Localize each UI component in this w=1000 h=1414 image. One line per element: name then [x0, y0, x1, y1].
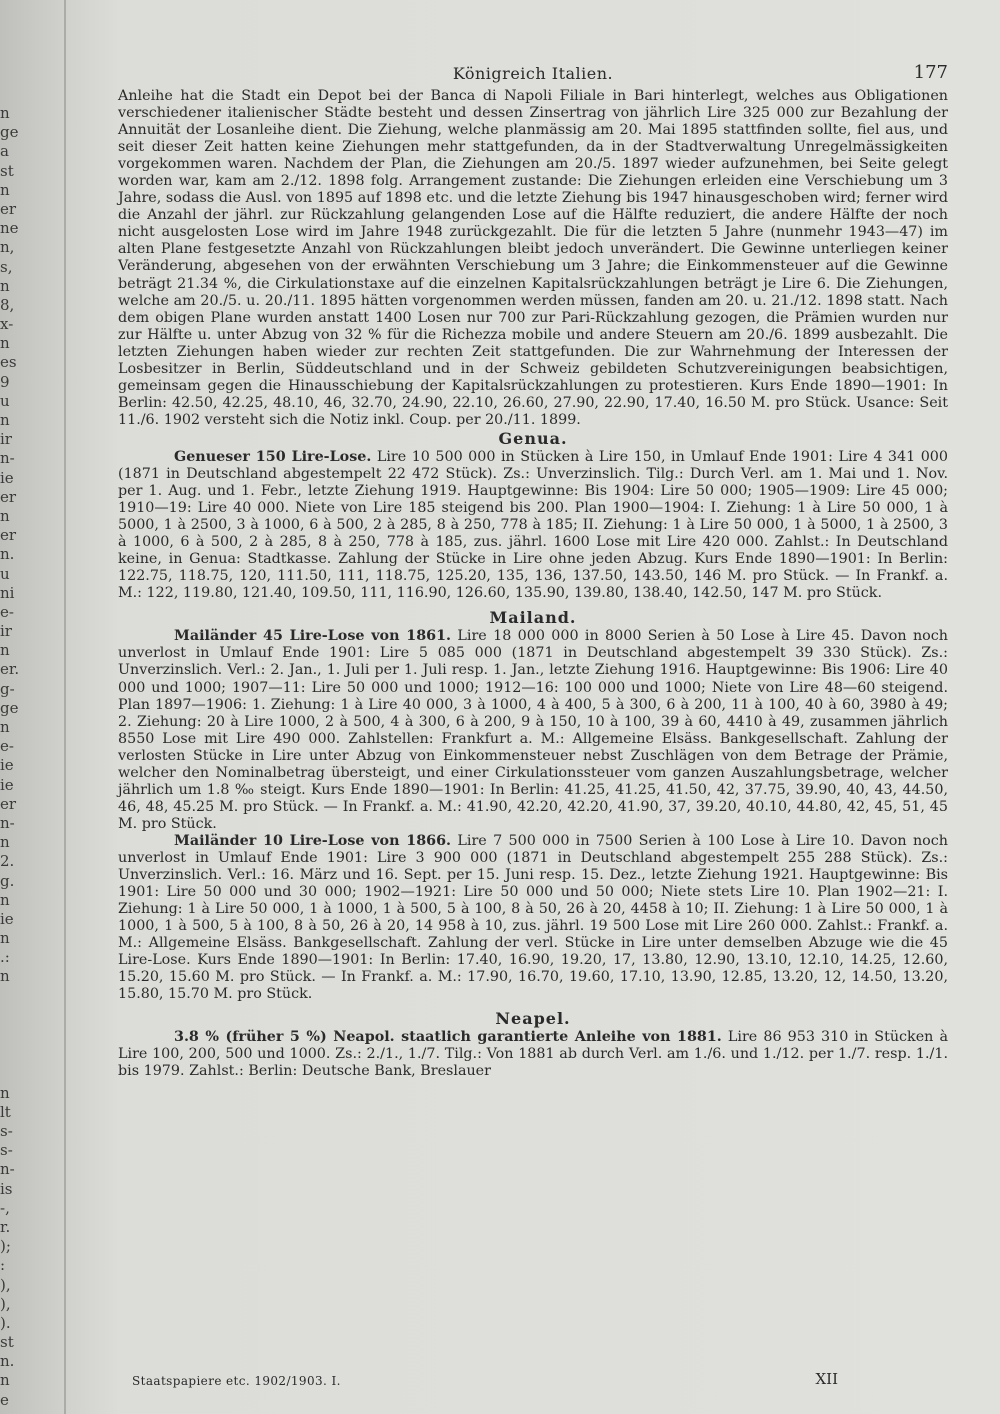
section-heading-genua: Genua. [498, 428, 568, 448]
margin-fragment: x- [0, 315, 14, 334]
margin-fragment: st [0, 161, 14, 180]
running-head [118, 58, 948, 88]
margin-fragment: ie [0, 909, 14, 928]
margin-fragment: s, [0, 257, 13, 276]
entry-title: Mailänder 10 Lire-Lose von 1866. [174, 832, 452, 849]
margin-fragment: n [0, 641, 10, 660]
margin-fragment: n [0, 890, 10, 909]
margin-fragment: es [0, 353, 17, 372]
section-heading-mailand: Mailand. [489, 608, 577, 628]
page-content [118, 58, 948, 1081]
margin-fragment: e- [0, 602, 14, 621]
margin-fragment: er [0, 199, 17, 218]
binding-gutter [64, 0, 66, 1414]
margin-fragment: n [0, 967, 10, 986]
margin-fragment: n [0, 506, 10, 525]
entry-text: Lire 10 500 000 in Stücken à Lire 150, in Umlauf Ende 1901: Lire 4 341 000 (1871 in Deutschland abgestempelt 22 472 Stück). Zs.: Unverzinslich. Tilg.: Durch Verl. am 1. Mai und 1. Nov. per 1. Aug. und 1. Febr., letzte Ziehung 1919. Hauptgewinne: Bis 1904: Lire 50 000; 1905—1909: Lire 45 000; 1910—19: Lire 40 000. Niete von Lire 185 steigend bis 200. Plan 1900—1904: I. Ziehung: 1 à Lire 50 000, 1 à 5000, 1 à 2500, 3 à 1000, 6 à 500, 2 à 285, 8 à 250, 778 à 185; II. Ziehung: 1 à Lire 50 000, 1 à 5000, 1 à 2500, 3 à 1000, 6 à 500, 2 à 285, 8 à 250, 778 à 185, zus. jährl. 1600 Lose mit Lire 420 000. Zahlst.: In Deutschland keine, in Genua: Stadtkasse. Zahlung der Stücke in Lire ohne jeden Abzug. Kurs Ende 1890—1901: In Berlin: 122.75, 118.75, 120, 111.50, 111, 118.75, 125.20, 135, 136, 137.50, 143.50, 146 M. pro Stück. — In Frankf. a. M.: 122, 119.80, 121.40, 109.50, 111, 116.90, 126.60, 135.90, 139.80, 138.40, 142.50, 147 M. pro Stück. [118, 448, 948, 602]
margin-fragment: 8, [0, 295, 15, 314]
margin-fragment: e- [0, 737, 14, 756]
entry-text: Lire 18 000 000 in 8000 Serien à 50 Lose à Lire 45. Davon noch unverlost in Umlauf Ende 1901: Lire 5 085 000 (1871 in Deutschland abgestempelt 39 330 Stück). Zs.: Unverzinslich. Verl.: 2. Jan., 1. Juli per 1. Juli resp. 1. Jan., letzte Ziehung 1916. Hauptgewinne: Bis 1906: Lire 40 000 und 1000; 1907—11: Lire 50 000 und 1000; 1912—16: 100 000 und 1000; Niete von Lire 48—60 steigend. Plan 1897—1906: 1. Ziehung: 1 à Lire 40 000, 3 à 1000, 4 à 400, 5 à 300, 6 à 200, 11 à 100, 40 à 60, 3980 à 49; 2. Ziehung: 20 à Lire 1000, 2 à 500, 4 à 300, 6 à 200, 9 à 150, 10 à 100, 39 à 60, 4410 à 49, zusammen jährlich 8550 Lose mit Lire 490 000. Zahlstellen: Frankfurt a. M.: Allgemeine Elsäss. Bankgesellschaft. Zahlung der verlosten Stücke in Lire unter Abzug von Einkommensteuer nebst Zuschlägen von dem Betrage der Prämie, welcher den Nominalbetrag übersteigt, und einer Cirkulationssteuer vom ganzen Auszahlungsbetrage, welcher jährlich um 1.8 ‰ steigt. Kurs Ende 1890—1901: In Berlin: 41.25, 41.25, 41.50, 42, 37.75, 39.90, 40, 43, 44.50, 46, 48, 45.25 M. pro Stück. — In Frankf. a. M.: 41.90, 42.20, 42.20, 41.90, 37, 39.20, 40.10, 44.80, 42, 45, 51, 45 M. pro Stück. [118, 628, 949, 832]
margin-fragment: n [0, 334, 10, 353]
margin-fragment: r. [0, 1217, 11, 1236]
page-footer [118, 1370, 948, 1390]
margin-fragment: s- [0, 1122, 13, 1140]
margin-fragment: -, [0, 1198, 10, 1217]
margin-fragment: n, [0, 238, 15, 257]
margin-fragment: a [0, 142, 9, 161]
margin-fragment: is [0, 1179, 13, 1198]
entry-title: Genueser 150 Lire-Lose. [174, 448, 372, 465]
margin-fragment: n. [0, 1352, 15, 1371]
margin-fragment: ir [0, 430, 12, 449]
page-number: 177 [913, 62, 948, 83]
margin-fragment: n [0, 411, 10, 429]
margin-fragment: er [0, 794, 17, 813]
margin-fragment: ie [0, 756, 14, 775]
entry-mailaender-45 [118, 628, 948, 833]
margin-fragment: ir [0, 622, 12, 641]
facing-page-fragments [0, 104, 28, 1410]
margin-fragment: ); [0, 1237, 11, 1256]
margin-fragment: e [0, 1390, 9, 1409]
margin-fragment: n. [0, 545, 15, 564]
entry-title: Mailänder 45 Lire-Lose von 1861. [174, 628, 452, 645]
entry-text: Lire 86 953 310 in Stücken à Lire 100, 200, 500 und 1000. Zs.: 2./1., 1./7. Tilg.: Von 1881 ab durch Verl. am 1./6. und 1./12. per 1./7. resp. 1./1. bis 1979. Zahlst.: Berlin: Deutsche Bank, Breslauer [118, 1029, 948, 1080]
entry-title: 3.8 % (früher 5 %) Neapol. staatlich garantierte Anleihe von 1881. [174, 1029, 722, 1046]
margin-fragment: 9 [0, 372, 10, 391]
margin-fragment: ). [0, 1313, 11, 1332]
margin-fragment: er [0, 487, 17, 506]
margin-fragment: n [0, 180, 10, 199]
margin-fragment: n [0, 1083, 10, 1102]
body-text [118, 88, 948, 1081]
margin-fragment: ge [0, 123, 19, 142]
running-title: Königreich Italien. [452, 64, 614, 83]
margin-fragment: : [0, 1256, 6, 1275]
footer-sheet-mark: XII [815, 1370, 838, 1388]
margin-fragment: ne [0, 219, 19, 238]
margin-fragment: g. [0, 871, 15, 890]
margin-fragment: n- [0, 813, 15, 832]
footer-signature: Staatspapiere etc. 1902/1903. I. [132, 1374, 341, 1388]
margin-fragment: u [0, 564, 10, 583]
margin-fragment: n [0, 929, 10, 948]
margin-fragment: s- [0, 1141, 13, 1160]
margin-fragment: 2. [0, 852, 15, 871]
margin-fragment: ), [0, 1275, 11, 1294]
margin-fragment: .: [0, 948, 10, 967]
entry-text: Lire 7 500 000 in 7500 Serien à 100 Lose à Lire 10. Davon noch unverlost in Umlauf Ende 1901: Lire 3 900 000 (1871 in Deutschland abgestempelt 255 288 Stück). Zs.: Unverzinslich. Verl.: 16. März und 16. Sept. per 15. Juni resp. 15. Dez., letzte Ziehung 1921. Hauptgewinne: Bis 1901: Lire 50 000 und 30 000; 1902—1921: Lire 50 000 und 50 000; Niete stets Lire 10. Plan 1902—21: I. Ziehung: 1 à Lire 50 000, 1 à 1000, 1 à 500, 5 à 100, 8 à 50, 26 à 20, 4458 à 10; II. Ziehung: 1 à Lire 50 000, 1 à 1000, 1 à 500, 5 à 100, 8 à 50, 26 à 20, 14 958 à 10, zus. jährl. 19 500 Lose mit Lire 260 000. Zahlst.: Frankf. a. M.: Allgemeine Elsäss. Bankgesellschaft. Zahlung der verl. Stücke in Lire unter demselben Abzuge wie die 45 Lire-Lose. Kurs Ende 1890—1901: In Berlin: 17.40, 16.90, 19.20, 17, 13.80, 12.90, 13.10, 12.10, 14.25, 12.60, 15.20, 15.60 M. pro Stück. — In Frankf. a. M.: 17.90, 16.70, 19.60, 17.10, 13.90, 12.85, 13.20, 12, 14.50, 13.20, 15.80, 15.70 M. pro Stück. [118, 832, 949, 1003]
margin-gap [0, 987, 28, 1084]
margin-fragment: n [0, 833, 10, 852]
margin-fragment: er. [0, 660, 20, 679]
margin-fragment: lt [0, 1102, 11, 1121]
intro-paragraph: Anleihe hat die Stadt ein Depot bei der Banca di Napoli Filiale in Bari hinterlegt, welches aus Obligationen verschiedener italienischer Städte besteht und dessen Zinsertrag von jährlich Lire 325 000 zur Bezahlung der Annuität der Losanleihe dient. Die Ziehung, welche planmässig am 20. Mai 1895 stattfinden sollte, fiel aus, und seit dieser Zeit hatten keine Ziehungen mehr stattgefunden, da in der Stadtverwaltung Unregelmässigkeiten vorgekommen waren. Nachdem der Plan, die Ziehungen am 20./5. 1897 wieder aufzunehmen, bei Seite gelegt worden war, kam am 2./12. 1898 folg. Arrangement zustande: Die Ziehungen erleiden eine Verschiebung um 3 Jahre, sodass die Ausl. von 1895 auf 1898 etc. und die letzte Ziehung bis 1947 hinausgeschoben wird; ferner wird die Anzahl der jährl. zur Rückzahlung gelangenden Lose auf die Hälfte reduziert, die andere Hälfte der noch nicht ausgelosten Lose wird im Jahre 1948 zurückgezahlt. Die für die letzten 5 Jahre (nunmehr 1943—47) im alten Plane festgesetzte Anzahl von Rückzahlungen bleibt jedoch unverändert. Die Gewinne unterliegen keiner Veränderung, abgesehen von der erwähnten Verschiebung um 3 Jahre; die Einkommensteuer auf die Gewinne beträgt 21.34 %, die Cirkulationstaxe auf die einzelnen Kapitalsrückzahlungen beträgt je Lire 6. Die Ziehungen, welche am 20./5. u. 20./11. 1895 hätten vorgenommen werden müssen, fanden am 20. u. 21./12. 1898 statt. Nach dem obigen Plane wurden anstatt 1400 Losen nur 700 zur Pari-Rückzahlung gezogen, die Prämien wurden nur zur Hälfte u. unter Abzug von 32 % für die Richezza mobile und andere Steuern am 20./6. 1899 ausbezahlt. Die letzten Ziehungen haben wieder zur rechten Zeit stattgefunden. Die zur Wahrnehmung der Interessen der Losbesitzer in Berlin, Süddeutschland und in der Schweiz gebildeten Schutzvereinigungen beabsichtigen, gemeinsam gegen die Hinausschiebung der Kapitalsrückzahlungen zu protestieren. Kurs Ende 1890—1901: In Berlin: 42.50, 42.25, 48.10, 46, 32.70, 24.90, 22.10, 26.60, 27.90, 22.90, 17.40, 16.50 M. pro Stück. Usance: Seit 11./6. 1902 versteht sich die Notiz inkl. Coup. per 20./11. 1899. [118, 88, 948, 428]
margin-fragment: u [0, 391, 10, 410]
section-heading-neapel: Neapel. [495, 1009, 571, 1029]
margin-fragment: ge [0, 698, 19, 717]
margin-fragment: ie [0, 775, 14, 794]
margin-fragment: er [0, 526, 17, 545]
margin-fragment: n [0, 1371, 10, 1390]
margin-fragment: n [0, 276, 10, 295]
margin-fragment: ), [0, 1294, 11, 1313]
margin-fragment: n- [0, 1160, 15, 1179]
margin-fragment: ie [0, 468, 14, 487]
margin-fragment: st [0, 1333, 14, 1352]
margin-fragment: n- [0, 449, 15, 468]
margin-fragment: n [0, 718, 10, 736]
entry-neapel-anleihe [118, 1029, 948, 1080]
margin-fragment: n [0, 104, 10, 122]
margin-fragment: g- [0, 679, 15, 698]
margin-fragment: ni [0, 583, 15, 602]
entry-genueser-150 [118, 449, 948, 602]
entry-mailaender-10 [118, 833, 948, 1003]
